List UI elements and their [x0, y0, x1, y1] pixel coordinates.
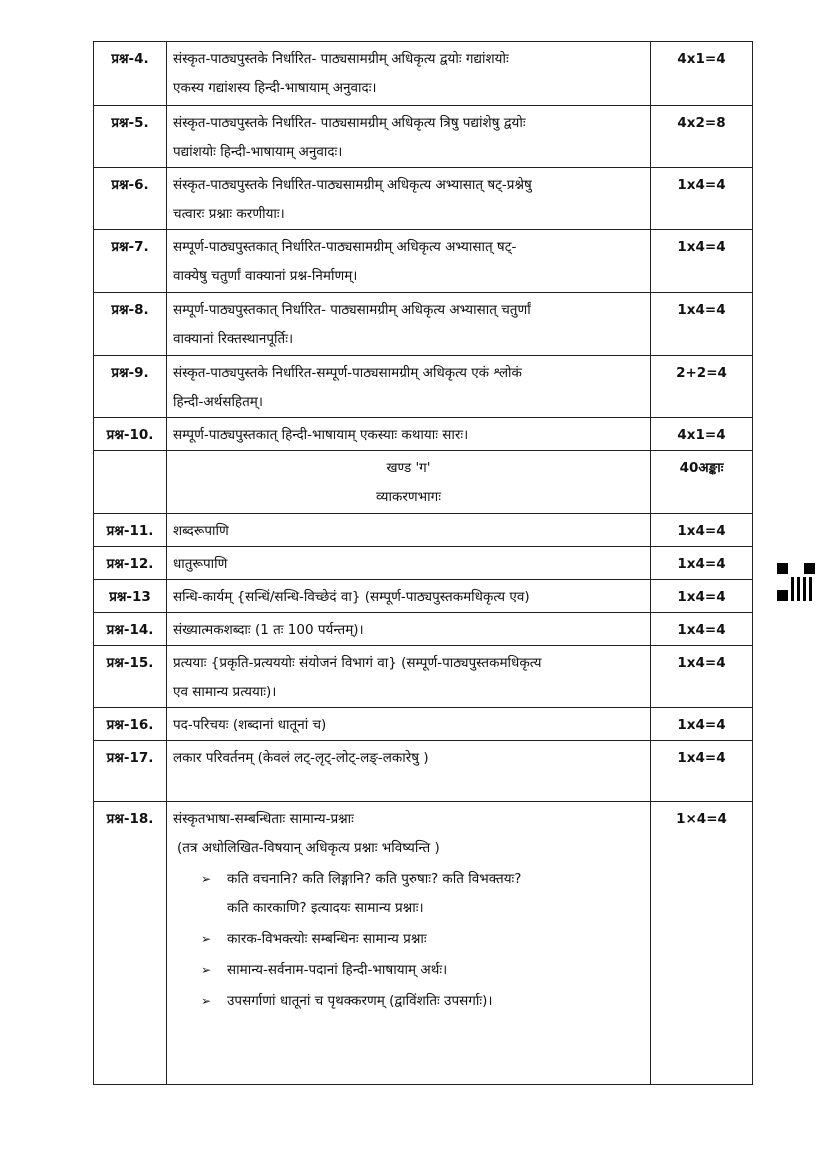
question-description	[167, 646, 651, 708]
description-line: संस्कृत-पाठ्यपुस्तके निर्धारित-सम्पूर्ण-पाठ्यसामग्रीम् अधिकृत्य एकं श्लोकं	[173, 365, 522, 381]
question-marks: 1x4=4	[651, 547, 753, 580]
description-line: सम्पूर्ण-पाठ्यपुस्तकात् हिन्दी-भाषायाम् एकस्याः कथायाः सारः।	[173, 427, 469, 443]
question-number: प्रश्न-18.	[94, 802, 167, 1085]
question-row	[94, 106, 753, 168]
description-line: संख्यात्मकशब्दाः (1 तः 100 पर्यन्तम्)।	[173, 622, 364, 638]
question-row	[94, 42, 753, 106]
question-marks: 1x4=4	[651, 741, 753, 802]
question-row	[94, 230, 753, 293]
description-line: संस्कृत-पाठ्यपुस्तके निर्धारित- पाठ्यसामग्रीम् अधिकृत्य त्रिषु पद्यांशेषु द्वयोः	[173, 115, 526, 131]
section-subtitle: व्याकरणभागः	[376, 489, 441, 505]
question-marks: 4x1=4	[651, 418, 753, 451]
question-marks: 1x4=4	[651, 168, 753, 230]
description-line: प्रत्ययाः {प्रकृति-प्रत्यययोः संयोजनं विभागं वा} (सम्पूर्ण-पाठ्यपुस्तकमधिकृत्य	[173, 655, 542, 671]
question-row	[94, 356, 753, 418]
question-description	[167, 708, 651, 741]
question-description	[167, 168, 651, 230]
bullet-line: उपसर्गाणां धातूनां च पृथक्करणम् (द्वाविंशतिः उपसर्गाः)।	[227, 993, 493, 1009]
bullet-line: कारक-विभक्त्योः सम्बन्धिनः सामान्य प्रश्नाः	[227, 931, 427, 947]
arrow-bullet-icon: ➢	[201, 994, 212, 1008]
marking-scheme-table	[93, 41, 753, 1085]
question-description	[167, 418, 651, 451]
question-number: प्रश्न-12.	[94, 547, 167, 580]
question-description	[167, 613, 651, 646]
q18-bullet-list	[173, 865, 644, 1016]
question-number: प्रश्न-13	[94, 580, 167, 613]
question-marks: 1x4=4	[651, 646, 753, 708]
question-row	[94, 168, 753, 230]
question-number: प्रश्न-15.	[94, 646, 167, 708]
description-line: शब्दरूपाणि	[173, 523, 229, 539]
description-line: वाक्यानां रिक्तस्थानपूर्तिः।	[173, 331, 294, 347]
question-number: प्रश्न-7.	[94, 230, 167, 293]
question-marks: 4x1=4	[651, 42, 753, 106]
description-line: वाक्येषु चतुर्णां वाक्यानां प्रश्न-निर्माणम्।	[173, 268, 358, 284]
description-line: संस्कृत-पाठ्यपुस्तके निर्धारित- पाठ्यसामग्रीम् अधिकृत्य द्वयोः गद्यांशयोः	[173, 51, 509, 67]
question-number: प्रश्न-11.	[94, 514, 167, 547]
question-row-18	[94, 802, 753, 1085]
question-row	[94, 514, 753, 547]
section-heading	[167, 451, 651, 514]
question-description	[167, 356, 651, 418]
q18-bullet-item	[201, 925, 644, 954]
description-line: एकस्य गद्यांशस्य हिन्दी-भाषायाम् अनुवादः।	[173, 80, 377, 96]
question-row	[94, 418, 753, 451]
description-line: पद-परिचयः (शब्दानां धातूनां च)	[173, 717, 327, 733]
q18-bullet-item	[201, 865, 644, 923]
question-row	[94, 580, 753, 613]
question-description	[167, 802, 651, 1085]
question-number: प्रश्न-16.	[94, 708, 167, 741]
description-line: पद्यांशयोः हिन्दी-भाषायाम् अनुवादः।	[173, 144, 343, 160]
description-line: धातुरूपाणि	[173, 556, 228, 572]
question-number: प्रश्न-4.	[94, 42, 167, 106]
q18-title: संस्कृतभाषा-सम्बन्धिताः सामान्य-प्रश्नाः	[173, 811, 354, 827]
question-description	[167, 293, 651, 356]
question-row	[94, 547, 753, 580]
question-marks: 1x4=4	[651, 230, 753, 293]
description-line: हिन्दी-अर्थसहितम्।	[173, 394, 263, 410]
question-marks: 1x4=4	[651, 613, 753, 646]
q18-intro: (तत्र अधोलिखित-विषयान् अधिकृत्य प्रश्नाः भविष्यन्ति )	[177, 840, 440, 856]
question-row	[94, 293, 753, 356]
q18-bullet-item	[201, 987, 644, 1016]
question-description	[167, 230, 651, 293]
question-description	[167, 580, 651, 613]
description-line: सम्पूर्ण-पाठ्यपुस्तकात् निर्धारित-पाठ्यसामग्रीम् अधिकृत्य अभ्यासात् षट्-	[173, 239, 517, 255]
section-ga-row	[94, 451, 753, 514]
question-number: प्रश्न-14.	[94, 613, 167, 646]
section-title: खण्ड 'ग'	[386, 460, 431, 476]
description-line: सन्धि-कार्यम् {सन्धिं/सन्धि-विच्छेदं वा} (सम्पूर्ण-पाठ्यपुस्तकमधिकृत्य एव)	[173, 589, 530, 605]
question-number: प्रश्न-6.	[94, 168, 167, 230]
question-description	[167, 106, 651, 168]
question-row	[94, 613, 753, 646]
description-line: संस्कृत-पाठ्यपुस्तके निर्धारित-पाठ्यसामग्रीम् अधिकृत्य अभ्यासात् षट्-प्रश्नेषु	[173, 177, 532, 193]
bullet-line: सामान्य-सर्वनाम-पदानां हिन्दी-भाषायाम् अर्थः।	[227, 962, 448, 978]
question-row	[94, 708, 753, 741]
question-number: प्रश्न-5.	[94, 106, 167, 168]
bullet-line: कति वचनानि? कति लिङ्गानि? कति पुरुषाः? कति विभक्तयः?	[227, 871, 522, 887]
question-description	[167, 514, 651, 547]
question-row	[94, 741, 753, 802]
question-number: प्रश्न-9.	[94, 356, 167, 418]
description-line: सम्पूर्ण-पाठ्यपुस्तकात् निर्धारित- पाठ्यसामग्रीम् अधिकृत्य अभ्यासात् चतुर्णां	[173, 302, 531, 318]
question-marks: 1x4=4	[651, 293, 753, 356]
question-description	[167, 547, 651, 580]
section-marks: 40अङ्काः	[651, 451, 753, 514]
arrow-bullet-icon: ➢	[201, 932, 212, 946]
description-line: लकार परिवर्तनम् (केवलं लट्-लृट्-लोट्-लङ्-लकारेषु )	[173, 750, 429, 766]
question-marks: 1x4=4	[651, 514, 753, 547]
question-number: प्रश्न-17.	[94, 741, 167, 802]
bullet-line: कति कारकाणि? इत्यादयः सामान्य प्रश्नाः।	[227, 900, 424, 916]
question-description	[167, 741, 651, 802]
arrow-bullet-icon: ➢	[201, 963, 212, 977]
question-number: प्रश्न-8.	[94, 293, 167, 356]
question-marks: 2+2=4	[651, 356, 753, 418]
question-marks: 4x2=8	[651, 106, 753, 168]
question-marks: 1×4=4	[651, 802, 753, 1085]
q18-bullet-item	[201, 956, 644, 985]
question-row	[94, 646, 753, 708]
arrow-bullet-icon: ➢	[201, 872, 212, 886]
question-number: प्रश्न-10.	[94, 418, 167, 451]
question-description	[167, 42, 651, 106]
description-line: चत्वारः प्रश्नाः करणीयाः।	[173, 206, 285, 222]
description-line: एव सामान्य प्रत्ययाः)।	[173, 684, 277, 700]
question-marks: 1x4=4	[651, 580, 753, 613]
qr-code-icon	[777, 563, 815, 601]
question-marks: 1x4=4	[651, 708, 753, 741]
